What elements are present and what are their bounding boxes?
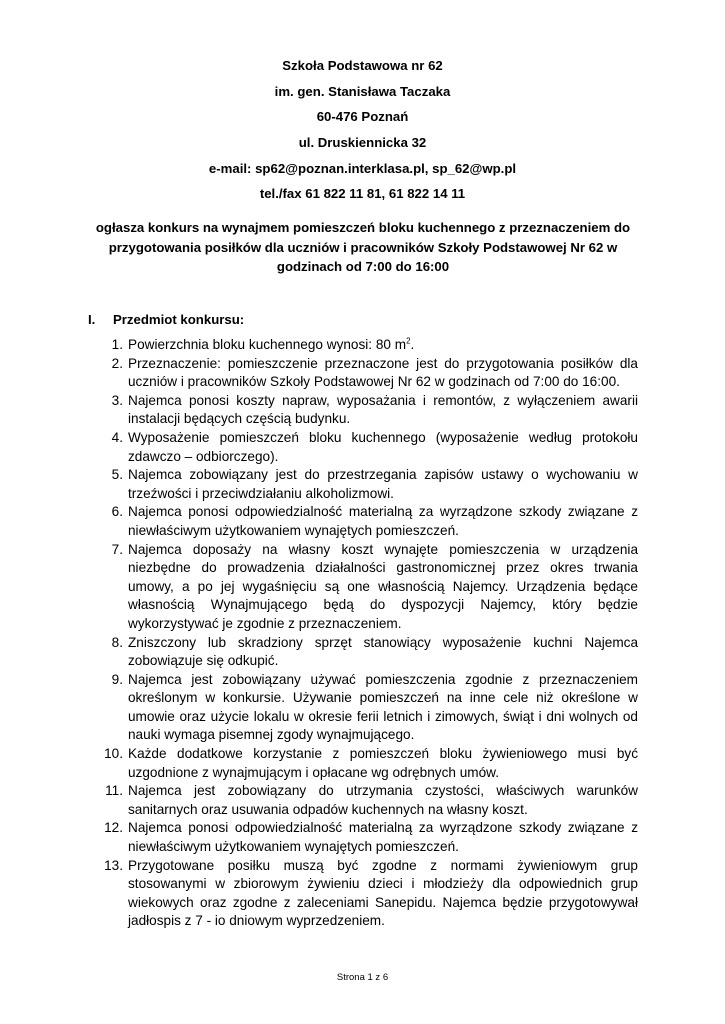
item-number: 4. [111, 429, 123, 445]
list-item [88, 466, 638, 503]
item-number: 2. [111, 355, 123, 371]
item-text: Przygotowane posiłku muszą być zgodne z normami żywieniowym grup stosowanymi w zbiorowym żywieniu dzieci i młodzieży dla odpowiednich grup wiekowych oraz zgodne z zaleceniami Sanepidu. Najemca będzie przygotowywał jadłospis z 7 - io dniowym wyprzedzeniem. [128, 857, 638, 929]
item-text: Zniszczony lub skradziony sprzęt stanowiący wyposażenie kuchni Najemca zobowiązuje się odkupić. [128, 634, 638, 669]
list-item [88, 857, 638, 931]
item-text: Najemca ponosi koszty napraw, wyposażania i remontów, z wyłączeniem awarii instalacji będących częścią budynku. [128, 392, 638, 427]
school-name: Szkoła Podstawowa nr 62 [282, 58, 443, 73]
terms-list [88, 336, 638, 931]
item-text: Przeznaczenie: pomieszczenie przeznaczone jest do przygotowania posiłków dla uczniów i pracowników Szkoły Podstawowej Nr 62 w godzinach od 7:00 do 16:00. [128, 355, 638, 390]
list-item [88, 336, 638, 355]
school-phone: tel./fax 61 822 11 81, 61 822 14 11 [259, 186, 466, 202]
list-item [88, 429, 638, 466]
item-number: 3. [111, 392, 123, 408]
item-number: 12. [104, 820, 123, 836]
item-text: Najemca ponosi odpowiedzialność materialną za wyrządzone szkody związane z niewłaściwym użytkowaniem wynajętych pomieszczeń. [128, 504, 638, 538]
item-number: 7. [111, 541, 123, 557]
list-item [88, 671, 638, 745]
item-number: 9. [111, 671, 123, 687]
item-number: 1. [111, 337, 123, 352]
superscript: 2 [406, 336, 411, 346]
item-text: Najemca doposaży na własny koszt wynajęte pomieszczenia w urządzenia niezbędne do prowadzenia działalności gastronomicznej przez okres trwania umowy, a po jej wygaśnięciu są one własnością Najemcy. Urządzenia będące własnością Wynajmującego będą do dyspozycji Najemcy, który będzie wykorzystywać je zgodnie z przeznaczeniem. [128, 541, 638, 631]
item-text: Najemca jest zobowiązany do utrzymania czystości, właściwych warunków sanitarnych oraz usuwania odpadów kuchennych na własny koszt. [128, 783, 638, 817]
school-header [0, 57, 725, 211]
item-text: Powierzchnia bloku kuchennego wynosi: 80 $m^2$. [128, 336, 415, 352]
item-text: Wyposażenie pomieszczeń bloku kuchennego (wyposażenie według protokołu zdawczo – odbiorczego). [128, 429, 638, 464]
item-number: 8. [111, 634, 123, 650]
section-number: I. [88, 312, 96, 327]
school-email: e-mail: sp62@poznan.interklasa.pl, sp_62@wp.pl [208, 160, 517, 176]
item-number: 13. [104, 857, 123, 873]
item-text: Najemca zobowiązany jest do przestrzegania zapisów ustawy o wychowaniu w trzeźwości i przeciwdziałaniu alkoholizmowi. [128, 467, 638, 501]
page-number: Strona 1 z 6 [336, 972, 389, 983]
section-title: Przedmiot konkursu: [113, 312, 245, 327]
item-text: Najemca ponosi odpowiedzialność materialną za wyrządzone szkody związane z niewłaściwym użytkowaniem wynajętych pomieszczeń. [128, 820, 638, 855]
school-patron: im. gen. Stanisława Taczaka [274, 83, 451, 99]
item-number: 5. [111, 467, 123, 483]
list-item [88, 541, 638, 634]
school-street: ul. Druskiennicka 32 [298, 135, 427, 151]
item-number: 11. [105, 783, 123, 799]
list-item [88, 745, 638, 782]
section-heading [88, 312, 244, 327]
list-item [88, 355, 638, 392]
announcement: ogłasza konkurs na wynajmem pomieszczeń bloku kuchennego z przeznaczeniem do przygotowania posiłków dla uczniów i pracowników Szkoły Podstawowej Nr 62 w godzinach od 7:00 do 16:00 [95, 220, 631, 274]
school-postal: 60-476 Poznań [316, 109, 409, 125]
list-item [88, 782, 638, 819]
list-item [88, 392, 638, 429]
item-number: 10. [104, 746, 123, 762]
list-item [88, 634, 638, 671]
list-item [88, 503, 638, 540]
item-text: Każde dodatkowe korzystanie z pomieszczeń bloku żywieniowego musi być uzgodnione z wynajmującym i opłacane wg odrębnych umów. [128, 746, 638, 780]
item-number: 6. [111, 504, 123, 520]
list-item [88, 819, 638, 856]
item-text: Najemca jest zobowiązany używać pomieszczenia zgodnie z przeznaczeniem określonym w konkursie. Używanie pomieszczeń na inne cele niż określone w umowie oraz użycie lokalu w okresie ferii letnich i zimowych, świąt i dni wolnych od nauki wymaga pisemnej zgody wynajmującego. [128, 671, 638, 743]
